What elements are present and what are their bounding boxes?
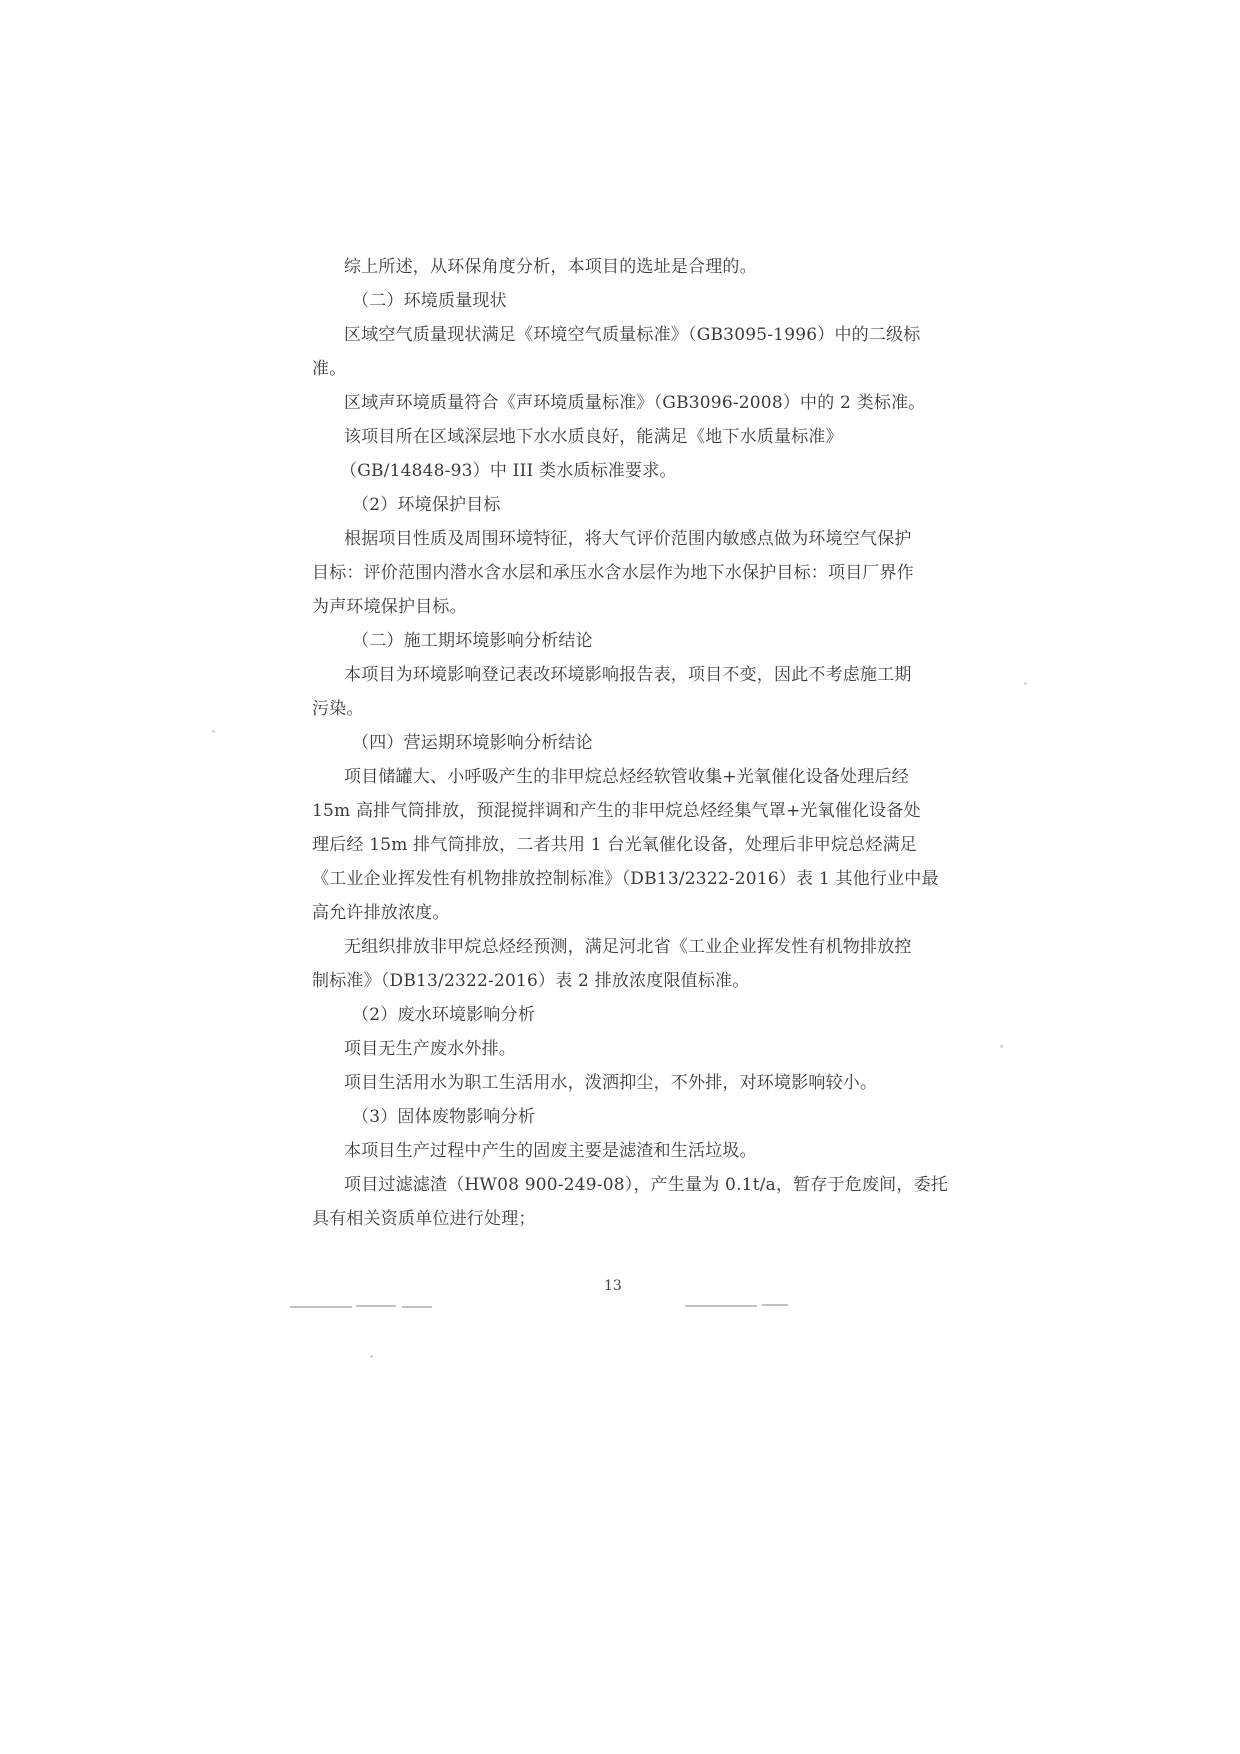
- scan-artifact-line: [762, 1304, 788, 1306]
- scan-artifact-line: [402, 1306, 432, 1308]
- paragraph-line: 具有相关资质单位进行处理；: [312, 1209, 536, 1229]
- section-heading: （3）固体废物影响分析: [352, 1107, 536, 1127]
- paragraph-line: 区域声环境质量符合《声环境质量标准》（GB3096-2008）中的 2 类标准。: [344, 393, 926, 413]
- paragraph-line: 项目生活用水为职工生活用水，泼洒抑尘，不外排，对环境影响较小。: [344, 1073, 878, 1093]
- section-heading: （四）营运期环境影响分析结论: [352, 733, 593, 753]
- paragraph-line: 目标：评价范围内潜水含水层和承压水含水层作为地下水保护目标：项目厂界作: [312, 563, 914, 583]
- scan-artifact-line: [356, 1305, 396, 1307]
- paragraph-line: 准。: [312, 359, 347, 379]
- paragraph-line: 综上所述，从环保角度分析，本项目的选址是合理的。: [344, 257, 757, 277]
- paragraph-line: （GB/14848-93）中 III 类水质标准要求。: [340, 461, 677, 481]
- paragraph-line: 本项目为环境影响登记表改环境影响报告表，项目不变，因此不考虑施工期: [344, 665, 912, 685]
- scan-speck: [370, 1355, 373, 1358]
- paragraph-line: 本项目生产过程中产生的固废主要是滤渣和生活垃圾。: [344, 1141, 757, 1161]
- paragraph-line: 项目过滤滤渣（HW08 900-249-08），产生量为 0.1t/a，暂存于危废间，委托: [344, 1175, 948, 1195]
- paragraph-line: 无组织排放非甲烷总烃经预测，满足河北省《工业企业挥发性有机物排放控: [344, 937, 912, 957]
- paragraph-line: 制标准》（DB13/2322-2016）表 2 排放浓度限值标准。: [312, 971, 750, 991]
- scan-artifact-line: [685, 1305, 757, 1307]
- paragraph-line: 根据项目性质及周围环境特征，将大气评价范围内敏感点做为环境空气保护: [344, 529, 912, 549]
- section-heading: （二）环境质量现状: [352, 291, 507, 311]
- paragraph-line: 理后经 15m 排气筒排放，二者共用 1 台光氧催化设备，处理后非甲烷总烃满足: [312, 835, 917, 855]
- section-heading: （2）环境保护目标: [352, 495, 501, 515]
- section-heading: （2）废水环境影响分析: [352, 1005, 536, 1025]
- paragraph-line: 区域空气质量现状满足《环境空气质量标准》（GB3095-1996）中的二级标: [344, 325, 921, 345]
- scan-artifact-line: [290, 1306, 352, 1308]
- page-number: 13: [604, 1278, 622, 1294]
- paragraph-line: 该项目所在区域深层地下水水质良好，能满足《地下水质量标准》: [344, 427, 843, 447]
- body-text: [312, 250, 948, 1236]
- scan-speck: [212, 730, 215, 733]
- section-heading: （二）施工期坏境影响分析结论: [352, 631, 593, 651]
- paragraph-line: 为声环境保护目标。: [312, 597, 467, 617]
- paragraph-line: 项目无生产废水外排。: [344, 1039, 516, 1059]
- paragraph-line: 项目储罐大、小呼吸产生的非甲烷总烃经软管收集+光氧催化设备处理后经: [344, 767, 909, 787]
- paragraph-line: 15m 高排气筒排放，预混搅拌调和产生的非甲烷总烃经集气罩+光氧催化设备处: [312, 801, 921, 821]
- scan-speck: [1024, 682, 1027, 685]
- paragraph-line: 《工业企业挥发性有机物排放控制标准》（DB13/2322-2016）表 1 其他行业中最: [312, 869, 939, 889]
- paragraph-line: 高允许排放浓度。: [312, 903, 450, 923]
- scan-speck: [1000, 1045, 1003, 1048]
- paragraph-line: 污染。: [312, 699, 364, 719]
